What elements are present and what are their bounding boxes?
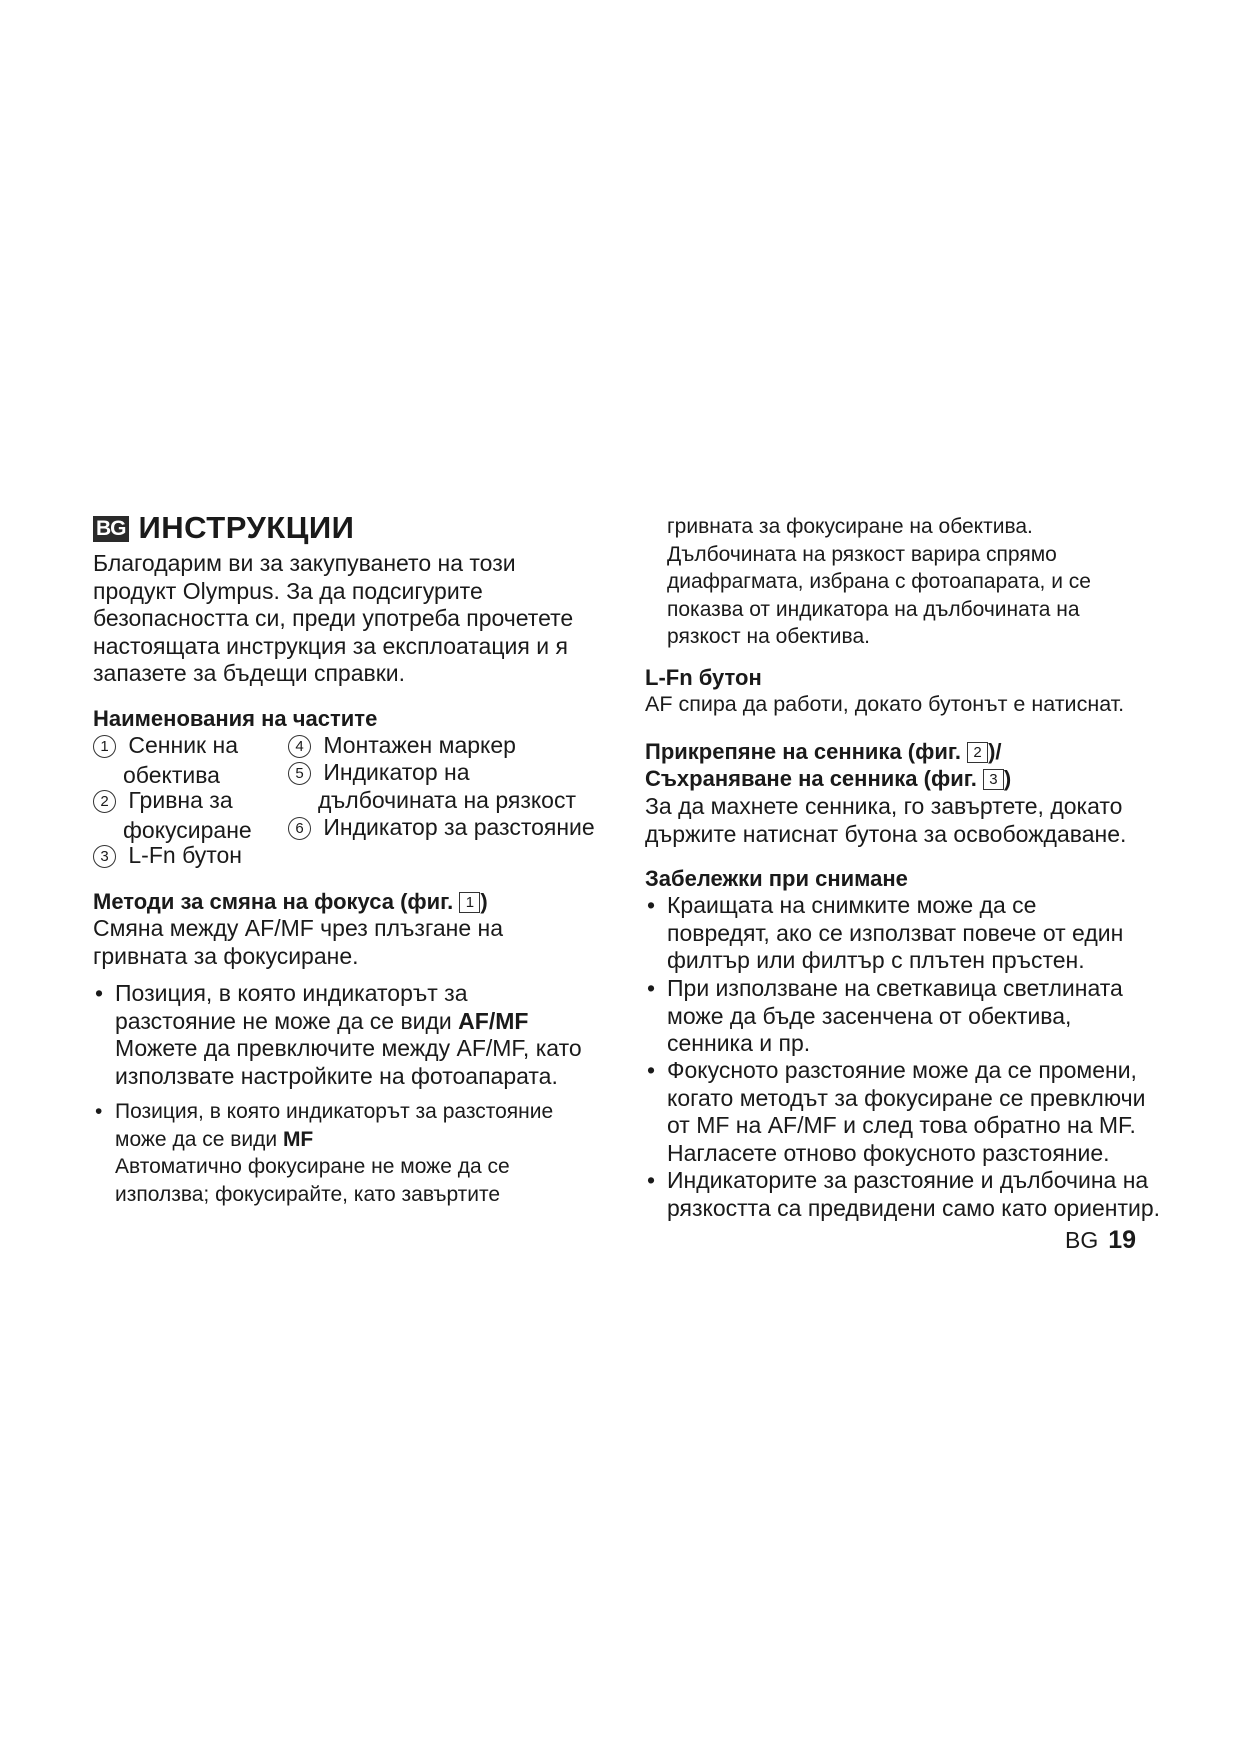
notes-heading: Забележки при снимане xyxy=(645,866,908,891)
heading-text-end: )/ xyxy=(988,739,1002,764)
title-text: ИНСТРУКЦИИ xyxy=(138,510,355,545)
figure-ref-box: 3 xyxy=(983,769,1004,790)
part-label: Индикатор на xyxy=(323,759,470,785)
bullet-dot: • xyxy=(647,892,656,918)
heading-text: Методи за смяна на фокуса (фиг. xyxy=(93,889,460,914)
focus-methods-heading xyxy=(93,888,488,916)
intro-line: безопасността си, преди употреба прочетете xyxy=(93,605,574,631)
bullet-dot: • xyxy=(647,975,656,1001)
note-item-1 xyxy=(645,892,1123,975)
text-line: използва; фокусирайте, като завъртите xyxy=(115,1182,501,1206)
page-num: 19 xyxy=(1108,1226,1137,1254)
part-item-4 xyxy=(288,732,516,760)
part-item-5 xyxy=(288,759,470,787)
part-item-1 xyxy=(93,732,238,760)
number-circle: 5 xyxy=(288,762,311,785)
text-line: Краищата на снимките може да се xyxy=(667,892,1037,918)
part-item-5-cont: дълбочината на рязкост xyxy=(318,787,577,813)
part-item-2 xyxy=(93,787,233,815)
bullet-dot: • xyxy=(95,980,104,1006)
text-line: Фокусното разстояние може да се промени, xyxy=(667,1057,1137,1083)
mode-label-bold: AF/MF xyxy=(458,1007,529,1034)
continued-paragraph xyxy=(667,513,1091,651)
note-item-2 xyxy=(645,975,1123,1058)
text-line: от MF на AF/MF и след това обратно на MF. xyxy=(667,1112,1136,1138)
text-line: Автоматично фокусиране не може да се xyxy=(115,1155,510,1178)
heading-text: Съхраняване на сенника (фиг. xyxy=(645,766,983,791)
text-line: филтър или филтър с плътен пръстен. xyxy=(667,947,1085,973)
part-item-3 xyxy=(93,842,242,870)
number-circle: 3 xyxy=(93,845,116,868)
lfn-text: AF спира да работи, докато бутонът е натиснат. xyxy=(645,692,1125,716)
text-line: гривната за фокусиране. xyxy=(93,942,359,969)
text-line xyxy=(115,1126,553,1154)
intro-paragraph xyxy=(93,550,573,688)
text-line: използвате настройките на фотоапарата. xyxy=(115,1062,558,1089)
number-circle: 6 xyxy=(288,817,311,840)
figure-ref-box: 2 xyxy=(967,742,988,763)
text-line: държите натиснат бутона за освобождаване. xyxy=(645,820,1127,847)
number-circle: 2 xyxy=(93,790,116,813)
text-line: когато методът за фокусиране се превключи xyxy=(667,1084,1146,1111)
figure-ref-box: 1 xyxy=(459,892,480,913)
text-span: разстояние не може да се види xyxy=(115,1007,459,1034)
note-item-4 xyxy=(645,1167,1160,1222)
bullet-dot: • xyxy=(647,1057,656,1083)
part-item-1-cont: обектива xyxy=(123,762,220,788)
page-title xyxy=(93,510,354,546)
text-line xyxy=(115,1008,582,1036)
text-line: гривната за фокусиране на обектива. xyxy=(667,515,1033,538)
text-line: Индикаторите за разстояние и дълбочина на xyxy=(667,1167,1149,1193)
part-label: Сенник на xyxy=(128,732,238,758)
text-span: може да се види xyxy=(115,1127,283,1151)
intro-line: Благодарим ви за закупуването на този xyxy=(93,550,516,576)
part-label: L-Fn бутон xyxy=(128,842,243,868)
text-line: Дълбочината на рязкост варира спрямо xyxy=(667,542,1057,566)
hood-text xyxy=(645,793,1126,848)
text-line: рязкост на обектива. xyxy=(667,625,870,648)
focus-methods-text xyxy=(93,915,503,970)
focus-bullet-1 xyxy=(93,980,582,1090)
parts-heading: Наименования на частите xyxy=(93,706,378,731)
heading-text: Прикрепяне на сенника (фиг. xyxy=(645,739,968,764)
text-line: При използване на светкавица светлината xyxy=(667,975,1123,1001)
intro-line: настоящата инструкция за експлоатация и я xyxy=(93,632,568,659)
hood-heading-store xyxy=(645,765,1011,793)
bullet-dot: • xyxy=(647,1167,656,1193)
text-line: Можете да превключите между AF/MF, като xyxy=(115,1035,582,1061)
text-line: Позиция, в която индикаторът за разстояние xyxy=(115,1100,554,1123)
number-circle: 4 xyxy=(288,735,311,758)
part-label: Гривна за xyxy=(128,787,233,813)
heading-text-end: ) xyxy=(1003,766,1012,791)
language-badge: BG xyxy=(93,516,129,542)
text-line: Нагласете отново фокусното разстояние. xyxy=(667,1139,1110,1166)
text-line: повредят, ако се използват повече от един xyxy=(667,919,1124,946)
lfn-heading: L-Fn бутон xyxy=(645,665,762,690)
hood-heading-attach xyxy=(645,738,1002,766)
text-line: сенника и пр. xyxy=(667,1030,811,1056)
intro-line: запазете за бъдещи справки. xyxy=(93,660,406,686)
text-line: може да бъде засенчена от обектива, xyxy=(667,1002,1072,1029)
page-label: BG xyxy=(1065,1227,1099,1253)
text-line: Позиция, в която индикаторът за xyxy=(115,980,468,1006)
part-label: Монтажен маркер xyxy=(323,732,516,758)
page-number xyxy=(1065,1226,1136,1255)
text-line: рязкостта са предвидени само като ориентир. xyxy=(667,1194,1161,1221)
text-line: диафрагмата, избрана с фотоапарата, и се xyxy=(667,570,1091,593)
intro-line: продукт Olympus. За да подсигурите xyxy=(93,577,483,604)
number-circle: 1 xyxy=(93,735,116,758)
part-item-2-cont: фокусиране xyxy=(123,817,252,843)
bullet-dot: • xyxy=(95,1100,103,1123)
text-line: показва от индикатора на дълбочината на xyxy=(667,597,1080,621)
focus-bullet-2 xyxy=(93,1098,553,1208)
mode-label-bold: MF xyxy=(282,1127,314,1151)
note-item-3 xyxy=(645,1057,1145,1167)
text-line: За да махнете сенника, го завъртете, докато xyxy=(645,793,1123,819)
part-label: Индикатор за разстояние xyxy=(323,814,595,840)
heading-text-end: ) xyxy=(480,889,488,914)
part-item-6 xyxy=(288,814,595,842)
text-line: Смяна между AF/MF чрез плъзгане на xyxy=(93,915,504,941)
